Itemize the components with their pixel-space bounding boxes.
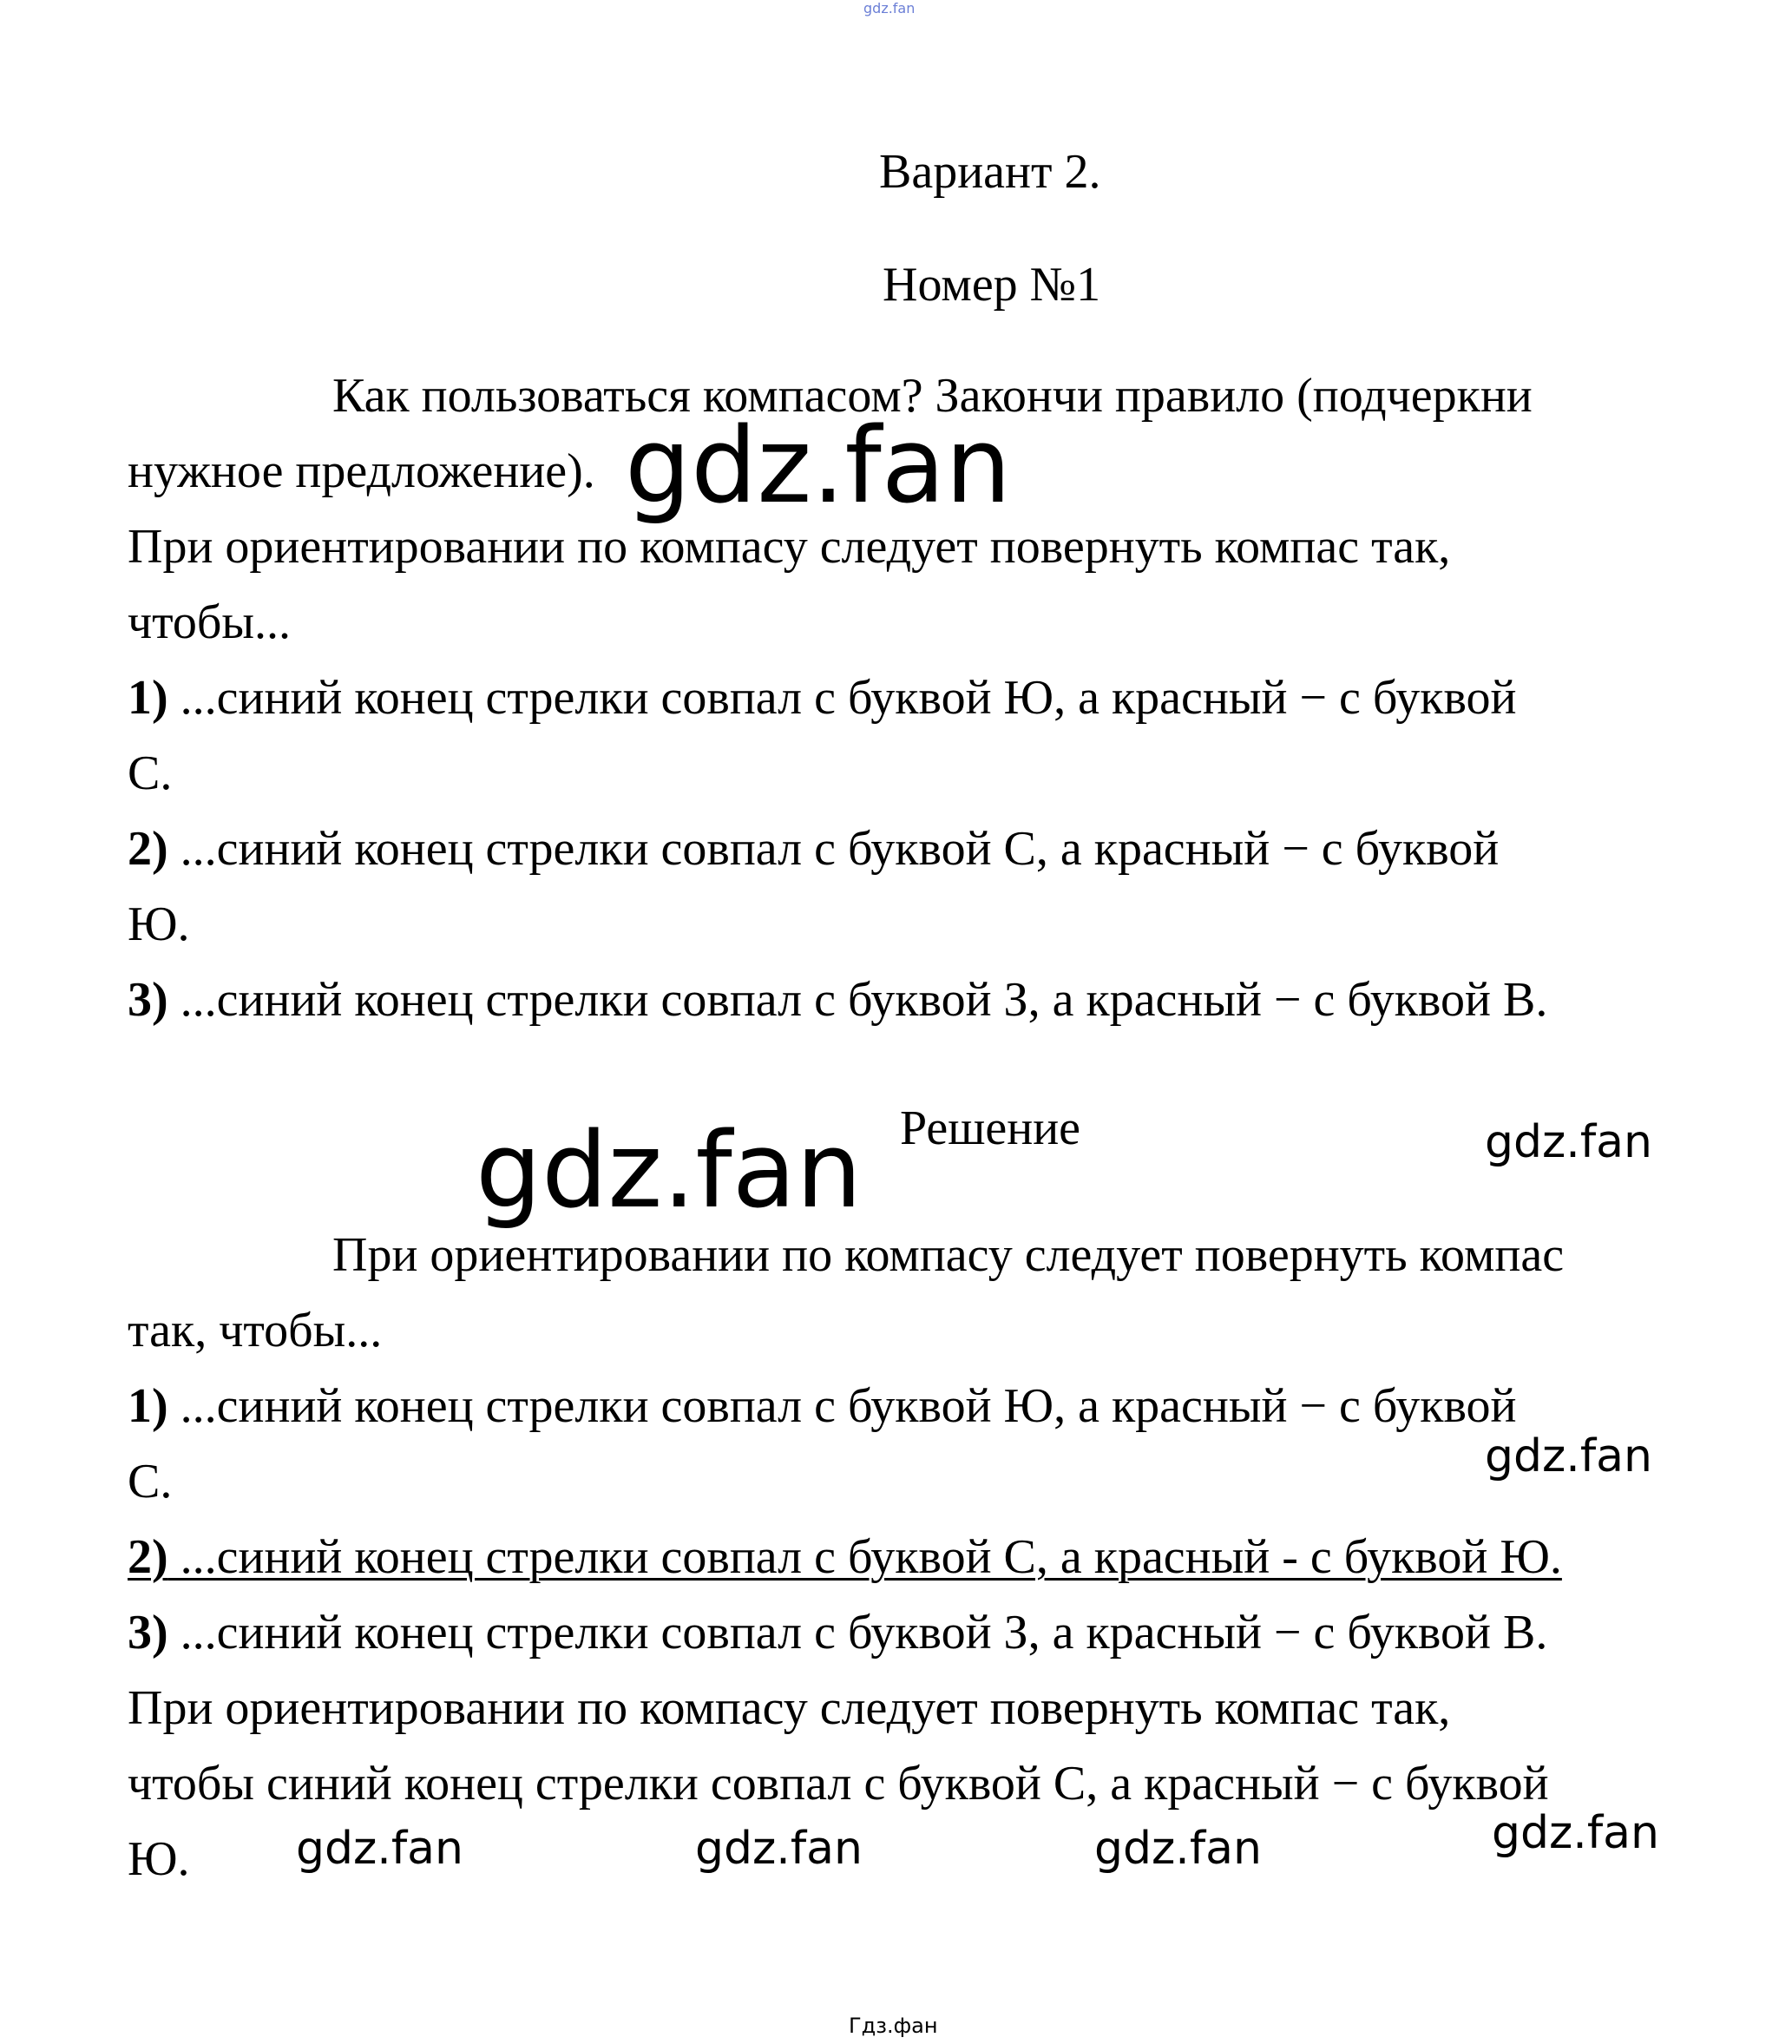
answer-line-1: При ориентировании по компасу следует повернуть компас так, (128, 1681, 1451, 1735)
option-number: 1) (128, 1379, 168, 1433)
option-number: 3) (128, 973, 168, 1027)
variant-title: Вариант 2. (879, 145, 1101, 199)
watermark-small: gdz.fan (296, 1823, 463, 1875)
task-option-1-cont: С. (128, 746, 173, 800)
task-line-1: Как пользоваться компасом? Закончи правило (подчеркни (332, 369, 1533, 423)
watermark-small: gdz.fan (695, 1823, 863, 1875)
watermark-small: gdz.fan (1485, 1116, 1652, 1168)
option-text: ...синий конец стрелки совпал с буквой С, а красный − с буквой (167, 822, 1500, 876)
option-number: 3) (128, 1606, 168, 1660)
solution-option-1 (128, 1379, 1517, 1433)
number-title: Номер №1 (883, 258, 1101, 312)
top-watermark: gdz.fan (863, 0, 916, 16)
watermark-large: gdz.fan (625, 406, 1012, 527)
option-text: ...синий конец стрелки совпал с буквой С, а красный - с буквой Ю. (167, 1530, 1562, 1584)
task-option-2 (128, 822, 1500, 876)
watermark-small: gdz.fan (1094, 1823, 1262, 1875)
option-text: ...синий конец стрелки совпал с буквой З, а красный − с буквой В. (167, 973, 1548, 1027)
task-line-2: нужное предложение). (128, 444, 595, 498)
solution-heading: Решение (900, 1101, 1081, 1155)
option-text: ...синий конец стрелки совпал с буквой Ю, а красный − с буквой (167, 671, 1517, 725)
option-number: 2) (128, 822, 168, 876)
solution-line-1: При ориентировании по компасу следует повернуть компас (332, 1228, 1565, 1282)
solution-line-2: так, чтобы... (128, 1304, 383, 1357)
footer-text: Гдз.фан (849, 2014, 938, 2038)
watermark-large: gdz.fan (476, 1111, 863, 1232)
task-option-1 (128, 671, 1517, 725)
option-text: ...синий конец стрелки совпал с буквой Ю, а красный − с буквой (167, 1379, 1517, 1433)
answer-line-3: Ю. (128, 1832, 190, 1886)
task-option-3 (128, 973, 1548, 1027)
solution-option-1-cont: С. (128, 1455, 173, 1508)
task-line-3: При ориентировании по компасу следует повернуть компас так, (128, 520, 1451, 574)
option-number: 2) (128, 1530, 168, 1584)
solution-option-2-selected (128, 1530, 1562, 1584)
option-text: ...синий конец стрелки совпал с буквой З, а красный − с буквой В. (167, 1606, 1548, 1660)
answer-line-2: чтобы синий конец стрелки совпал с буквой С, а красный − с буквой (128, 1757, 1549, 1811)
task-option-2-cont: Ю. (128, 897, 190, 951)
option-number: 1) (128, 671, 168, 725)
watermark-small: gdz.fan (1485, 1430, 1652, 1482)
solution-option-3 (128, 1606, 1548, 1660)
watermark-small: gdz.fan (1492, 1807, 1659, 1859)
task-line-4: чтобы... (128, 595, 292, 649)
